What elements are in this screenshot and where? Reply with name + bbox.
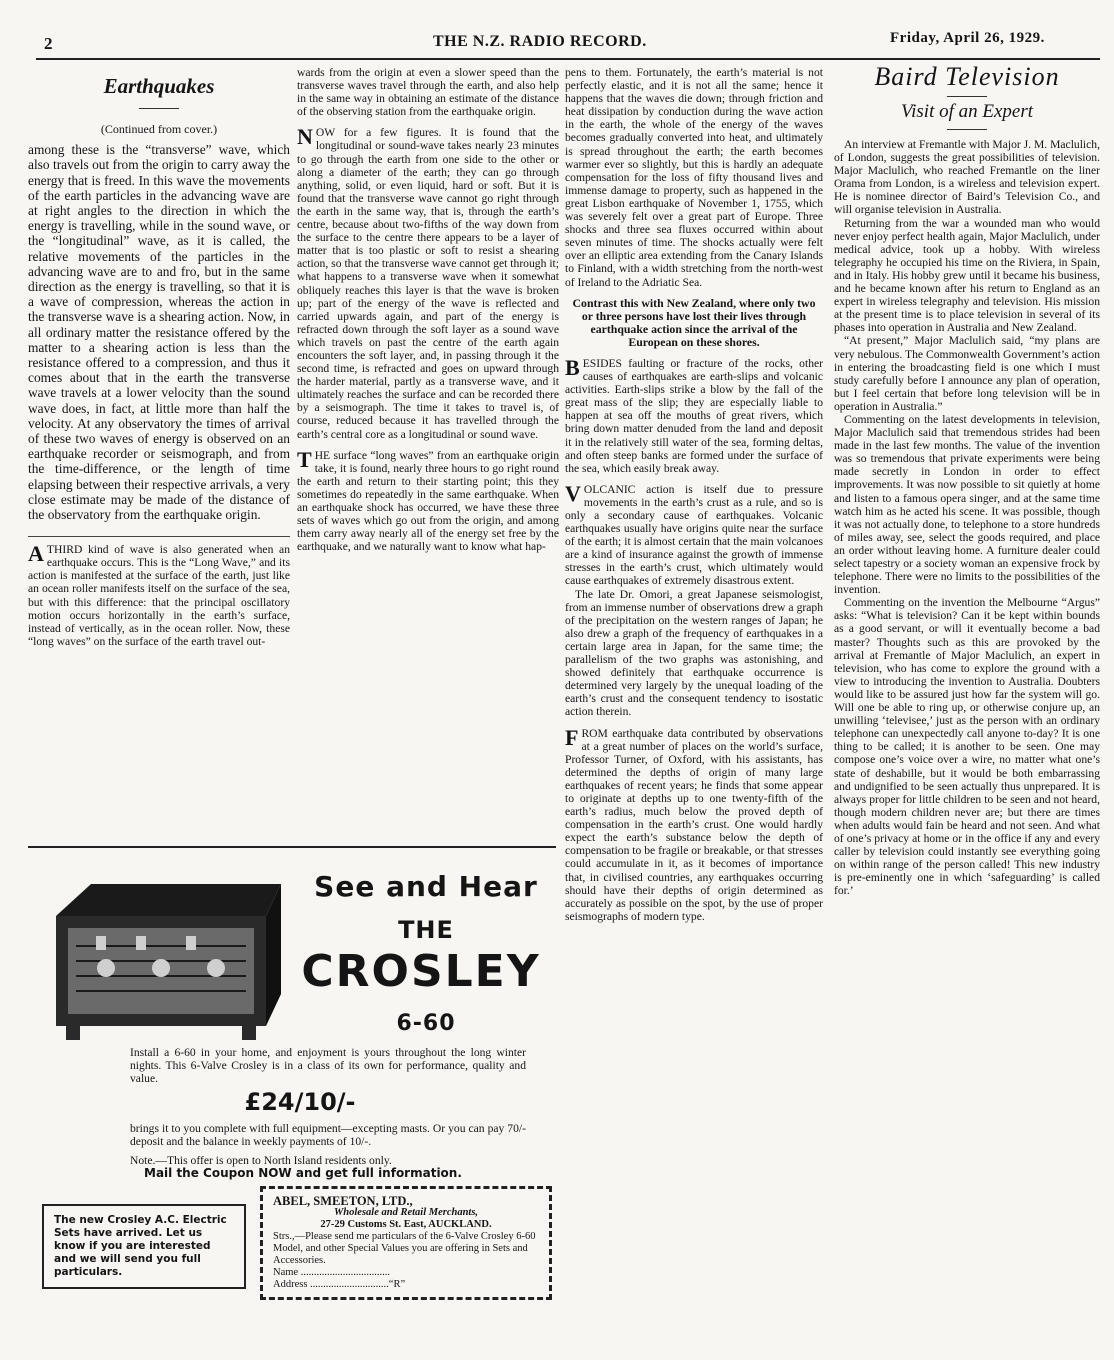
coupon-company: ABEL, SMEETON, LTD., (273, 1194, 413, 1208)
baird-title: Baird Television (874, 62, 1060, 91)
earthquakes-column-2 (297, 66, 559, 553)
ad-ac-sets-box: The new Crosley A.C. Electric Sets have arrived. Let us know if you are interested and we will send you full particulars. (42, 1204, 246, 1289)
baird-subtitle: Visit of an Expert (900, 101, 1034, 122)
baird-column (834, 62, 1100, 897)
earthquakes-column-1 (28, 66, 290, 648)
radio-cabinet-illustration (36, 876, 286, 1046)
coupon-subtitle: Wholesale and Retail Merchants, (333, 1207, 479, 1218)
ad-body-2: brings it to you complete with full equipment—excepting masts. Or you can pay 70/- deposit and the balance in weekly payments of 10/-. (130, 1122, 526, 1148)
baird-paragraph-2: Returning from the war a wounded man who would never enjoy perfect health again, Major Maclulich, under medical advice, took up a hobby. With wireless telegraphy he occupied his time on the Riviera, in Spain, and in Italy. His hobby grew until it became his business, and he became known after his return to England as an expert in wireless telegraphy and television. His mission at the present time is to place television in several of its phases into operation in Australia and New Zealand. (834, 216, 1100, 335)
publication-title: THE N.Z. RADIO RECORD. (433, 33, 647, 50)
ad-note: Note.—This offer is open to North Island residents only. (130, 1154, 392, 1167)
issue-date: Friday, April 26, 1929. (890, 30, 1045, 46)
ad-headline-see-and-hear: See and Hear (314, 870, 538, 903)
col3-paragraph-2-text: ESIDES faulting or fracture of the rocks, other causes of earthquakes are earth-slips and volcanic activities. Earth-slips strike a blow by the fall of the great mass of the slip; they are especially liable to happen at sea off the mouths of great rivers, which bring down matter denuded from the land and deposit it in the relatively still water of the sea, forming deltas, and often steep banks are formed under the surface of the sea, which easily break away. (565, 356, 823, 475)
col3-paragraph-1: pens to them. Fortunately, the earth’s material is not perfectly elastic, and it is not all the same; hence it happens that the waves die down; through friction and heat dissipation by conduction during the wave action in the earth, the whole of the energy of the waves becomes gradually converted into heat, and ultimately is spread throughout the earth; the earth becomes warmer ever so slightly, but this is hardly an adequate compensation for the loss of fifty thousand lives and immense damage to property, such as happened in the great Lisbon earthquake of November 1, 1755, which was severely felt over a great part of Europe. Three shocks and three sea fluxes occurred within about seven minutes of time. The shocks actually were felt over an elliptic area extending from the Canary Islands to Finland, with a width stretching from the north-west of Ireland to the Adriatic Sea. (565, 66, 823, 289)
col3-paragraph-5 (565, 724, 823, 923)
col1-paragraph-2 (28, 536, 290, 648)
drop-cap-a: A (28, 541, 44, 567)
coupon-name-field[interactable]: Name .................................. (273, 1267, 390, 1278)
drop-cap-v: V (565, 480, 581, 506)
col1-paragraph-2-text: THIRD kind of wave is also generated when an earthquake occurs. This is the “Long Wave,” and its action is manifested at the surface of the earth, just like an ocean roller manifests itself on the surface of the sea, but with this difference: that the principal oscillatory motion occurs horizontally in the earth’s surface, instead of vertically, as in the ocean roller. Now, these “long waves” on the surface of the earth travel out- (28, 543, 290, 648)
col2-paragraph-3-text: HE surface “long waves” from an earthquake origin take, it is found, nearly three hours to go right round the earth and return to their starting point; this they sometimes do repeatedly in the same earthquake. When an earthquake shock has occurred, we have these three sets of waves which go out from the origin, and among them carry away nearly all of the energy set free by the earthquake, and we naturally want to know what hap- (297, 448, 559, 554)
baird-paragraph-1: An interview at Fremantle with Major J. M. Maclulich, of London, suggests the great possibilities of television. Major Maclulich, who reached Fremantle on the liner Orama from London, is a wireless and television expert. He is nominee director of Baird’s Television Co., and will organise television in Australia. (834, 138, 1100, 217)
col3-paragraph-3-text: OLCANIC action is itself due to pressure movements in the earth’s crust as a rule, and so is only a secondary cause of earthquakes. Volcanic earthquakes usually have origins quite near the surface of the earth; it is almost certain that the main volcanoes are a kind of insurance against the growth of immense stresses in the earth’s crust, which ultimately would cause earthquakes of extremely disastrous extent. (565, 482, 823, 588)
baird-paragraph-4: Commenting on the latest developments in television, Major Maclulich said that tremendous strides had been made in the last few months. The value of the invention was so tremendous that private experiments were being made secretly in London in order to effect improvements. It was now possible to sit quietly at home and listen to a famous opera singer, and at the same time watch him as he acted his scene. It was possible, though it was not actually done, to telephone to a store hundreds of miles away, see, select the goods required, and place an order without leaving home. A furniture dealer could select tapestry or a society woman an expensive frock by telephone. There were no limits to the possibilities of the invention. (834, 412, 1100, 597)
baird-subtitle-divider (947, 129, 987, 130)
coupon-address-field[interactable]: Address ..............................“R” (273, 1279, 406, 1290)
coupon-body: Strs.,—Please send me particulars of the 6-Valve Crosley 6-60 Model, and other Special Values you are offering in Sets and Accessories. (273, 1231, 536, 1266)
drop-cap-t: T (297, 446, 312, 472)
ad-price: £24/10/- (244, 1088, 356, 1116)
col2-paragraph-2 (297, 126, 559, 440)
drop-cap-f: F (565, 724, 579, 750)
title-divider (139, 108, 179, 109)
col3-paragraph-2 (565, 354, 823, 475)
col3-paragraph-5-text: ROM earthquake data contributed by observations at a great number of places on the world’s surface, Professor Turner, of Oxford, with his assistants, has determined the depths of origin of many large earthquakes of recent years; he finds that some appear to originate at depths up to one twenty-fifth of the earth’s radius, much below the proved depth of compensation in the earth’s crust. One would hardly expect the earth’s substance below the depth of compensation to be fragile or breakable, or that stresses could accumulate in it, as it becomes of importance that, in civilised countries, any earthquakes occurring should have their depths of origin determined as accurately as possible on the spot, by the use of proper seismographs of modern type. (565, 726, 823, 923)
drop-cap-b: B (565, 354, 580, 380)
col2-paragraph-3 (297, 446, 559, 554)
baird-paragraph-5: Commenting on the invention the Melbourne “Argus” asks: “What is television? Can it be kept within bounds as a good servant, or will it eventually become a bad master? Thoughts such as this are provoked by the arrival at Fremantle of Major Maclulich, an expert in television, who has come to explore the ground with a view to introducing the invention to Australia. Doubters would like to be assured just how far the system will go. Will one be able to ring up, or otherwise conjure up, an unwilling ‘televisee,’ just as the person with an ordinary telephone can unexpectedly call anyone to-day? It is one thing to be called; it is another to be seen. One may compose one’s voice over a wire, no matter what one’s state of deshabille, but it would be both embarrassing and undignified to be seen actually thus unprepared. It is always proper for little children to be seen and not heard, though modern children never are; but there are times when adults would fain be heard and not seen. And what of one’s privacy at home or in the office if any and every caller by television could instantly see everything going on within range of the person called! This new industry is pre-eminently one in which ‘safeguarding’ is called for.’ (834, 596, 1100, 898)
ad-headline-the: THE (398, 916, 454, 944)
ad-coupon[interactable] (260, 1186, 552, 1300)
col3-paragraph-3 (565, 480, 823, 588)
ad-body-1: Install a 6-60 in your home, and enjoyment is yours throughout the long winter nights. This 6-Valve Crosley is in a class of its own for performance, quality and value. (130, 1046, 526, 1085)
page-number: 2 (44, 34, 53, 53)
earthquakes-title: Earthquakes (103, 74, 215, 98)
drop-cap-n: N (297, 124, 313, 150)
ad-brand-crosley: CROSLEY (301, 946, 541, 997)
col2-paragraph-2-text: OW for a few figures. It is found that the longitudinal or sound-wave takes nearly 23 minutes to go through the earth from one side to the other or along a diameter of the earth; they can go through anything, solid, or even liquid, hard or soft. But it is found that the transverse wave cannot go right through the earth in the same way, that is, through the earth’s centre, because about two-fifths of the way down from the surface to the centre there appears to be a layer of matter that is too plastic or soft to resist a shearing action, so that the transverse wave cannot get through it; what happens to a transverse wave when it somewhat obliquely reaches this layer is that the wave is broken up; part of the energy of the wave is reflected and carried upwards again, and part of the energy is refracted down through the soft layer as a sound wave which travels on past the centre of the earth again encounters the soft layer, and, in passing through it the second time, is refracted and goes on upward through the harder material, partly as a transverse wave, and it ultimately reaches the surface and can be recorded there by a seismograph. The time it takes to travel is, of course, reduced because it has travelled through the earth’s central core as a longitudinal or sound wave. (297, 126, 559, 441)
col1-paragraph-1: among these is the “transverse” wave, which also travels out from the origin to carry away the energy that is freed. In this wave the movements of the earth particles in the advancing wave are at right angles to the direction in which the energy is travelling, while in the sound wave, or the “longitudinal” wave, as it is called, the relative movements of the particles in the advancing wave are to and fro, but in the same direction as the energy is travelling, so that it is a wave of compression, whereas the action in the transverse wave is a shearing action. Now, in all ordinary matter the resistance offered by the matter to a shearing action is less than the resistance offered to a compression, and thus it comes about that in the earth the transverse wave travels at a lower velocity than the sound wave does, in fact, at little more than half the velocity. At any observatory the times of arrival of these two waves of energy is observed on an earthquake recorder or seismograph, and from the time-difference, or the length of time elapsing between their respective arrivals, a very close estimate may be made of the distance of the observatory from the earthquake origin. (28, 142, 290, 522)
col2-paragraph-1: wards from the origin at even a slower speed than the transverse waves travel through the earth, and also help in the same way in obtaining an estimate of the distance of the observing station from the earthquake origin. (297, 66, 559, 119)
col3-paragraph-4: The late Dr. Omori, a great Japanese seismologist, from an immense number of observations drew a graph of the precipitation on the western ranges of Japan; he also drew a graph of the frequency of earthquakes in a certain large area in Japan, for the same time; the parallelism of the two graphs was astonishing, and showed definitely that earthquake occurrence is determined very largely by the unequal loading of the earth’s crust and the consequent tendency to isostatic action therein. (565, 587, 823, 719)
ad-model: 6-60 (396, 1011, 456, 1036)
header-rule (36, 58, 1100, 60)
coupon-address-line: 27-29 Customs St. East, AUCKLAND. (320, 1219, 492, 1230)
continued-note: (Continued from cover.) (100, 122, 218, 136)
crosley-advertisement (28, 846, 556, 1318)
col3-bold-callout: Contrast this with New Zealand, where only two or three persons have lost their lives through earthquake action since the arrival of the European on these shores. (572, 295, 816, 349)
baird-title-divider (947, 96, 987, 97)
earthquakes-column-3 (565, 66, 823, 923)
ad-mail-coupon: Mail the Coupon NOW and get full information. (144, 1166, 462, 1180)
baird-paragraph-3: “At present,” Major Maclulich said, “my plans are very nebulous. The Commonwealth Government’s action in entering the broadcasting field is one which I must study carefully before I announce any plan of operation, but I feel certain that before long television will be in operation in Australia.” (834, 334, 1100, 413)
